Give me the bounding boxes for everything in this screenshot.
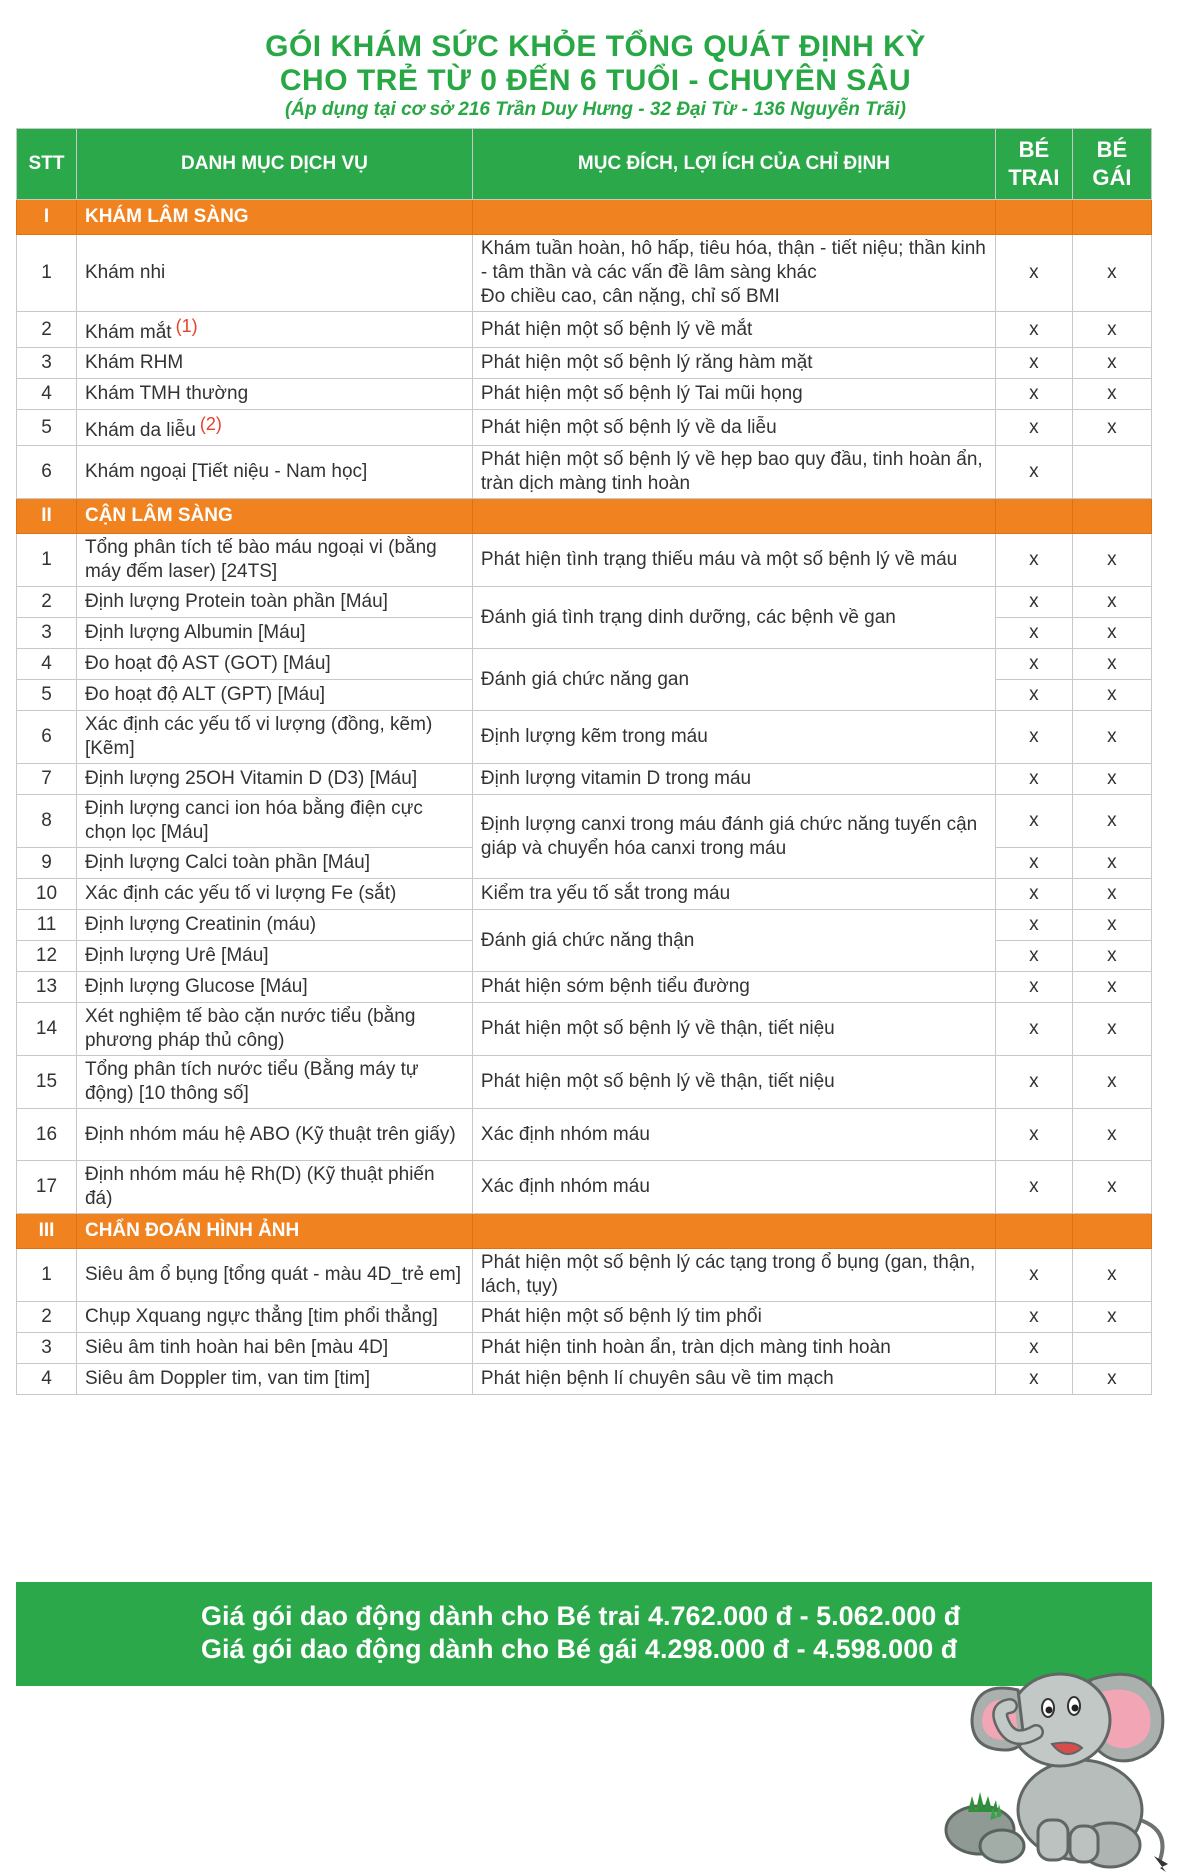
section-title: CHẨN ĐOÁN HÌNH ẢNH <box>76 1214 472 1249</box>
table-row: 3 Siêu âm tinh hoàn hai bên [màu 4D] Phát hiện tinh hoàn ẩn, tràn dịch màng tinh hoàn x <box>17 1333 1152 1364</box>
table-header-row <box>17 129 1152 200</box>
table-row: 10 Xác định các yếu tố vi lượng Fe (sắt) Kiểm tra yếu tố sắt trong máu x x <box>17 879 1152 910</box>
section-title: KHÁM LÂM SÀNG <box>76 200 472 235</box>
table-row: 13 Định lượng Glucose [Máu] Phát hiện sớm bệnh tiểu đường x x <box>17 972 1152 1003</box>
table-row: 14 Xét nghiệm tế bào cặn nước tiểu (bằng phương pháp thủ công) Phát hiện một số bệnh lý về thận, tiết niệu x x <box>17 1003 1152 1056</box>
header-boy: BÉ TRAI <box>996 129 1073 200</box>
table-row: 6 Khám ngoại [Tiết niệu - Nam học] Phát hiện một số bệnh lý về hẹp bao quy đầu, tinh hoàn ẩn, tràn dịch màng tinh hoàn x <box>17 446 1152 499</box>
table-row: 4 Siêu âm Doppler tim, van tim [tim] Phát hiện bệnh lí chuyên sâu về tim mạch x x <box>17 1364 1152 1395</box>
header-service: DANH MỤC DỊCH VỤ <box>76 129 472 200</box>
table-row: 2 Định lượng Protein toàn phần [Máu] Đánh giá tình trạng dinh dưỡng, các bệnh về gan x x <box>17 587 1152 618</box>
section-row <box>17 200 1152 235</box>
boy-price: Giá gói dao động dành cho Bé trai 4.762.000 đ - 5.062.000 đ <box>201 1601 961 1631</box>
table-row: 5 Đo hoạt độ ALT (GPT) [Máu] x x <box>17 680 1152 711</box>
footnote-marker: (2) <box>199 414 222 434</box>
footnote-marker: (1) <box>175 316 198 336</box>
table-row: 12 Định lượng Urê [Máu] x x <box>17 941 1152 972</box>
table-row: 2 Khám mắt $^{(1)}$ Phát hiện một số bệnh lý về mắt x x <box>17 312 1152 348</box>
table-row: 2 Chụp Xquang ngực thẳng [tim phổi thẳng] Phát hiện một số bệnh lý tim phổi x x <box>17 1302 1152 1333</box>
table-row: 4 Đo hoạt độ AST (GOT) [Máu] Đánh giá chức năng gan x x <box>17 649 1152 680</box>
table-row: 6 Xác định các yếu tố vi lượng (đồng, kẽm) [Kẽm] Định lượng kẽm trong máu x x <box>17 711 1152 764</box>
table-row: 15 Tổng phân tích nước tiểu (Bằng máy tự động) [10 thông số] Phát hiện một số bệnh lý về thận, tiết niệu x x <box>17 1056 1152 1109</box>
table-row: 17 Định nhóm máu hệ Rh(D) (Kỹ thuật phiến đá) Xác định nhóm máu x x <box>17 1161 1152 1214</box>
section-row <box>17 1214 1152 1249</box>
section-row <box>17 499 1152 534</box>
table-row: 5 Khám da liễu $^{(2)}$ Phát hiện một số bệnh lý về da liễu x x <box>17 410 1152 446</box>
title-line-2: CHO TRẺ TỪ 0 ĐẾN 6 TUỔI - CHUYÊN SÂU <box>279 64 912 97</box>
services-table <box>16 128 1152 1395</box>
header-purpose: MỤC ĐÍCH, LỢI ÍCH CỦA CHỈ ĐỊNH <box>472 129 995 200</box>
table-row: 1 Tổng phân tích tế bào máu ngoại vi (bằng máy đếm laser) [24TS] Phát hiện tình trạng thiếu máu và một số bệnh lý về máu x x <box>17 534 1152 587</box>
girl-price: Giá gói dao động dành cho Bé gái 4.298.000 đ - 4.598.000 đ <box>201 1634 958 1664</box>
section-id: I <box>17 200 77 235</box>
elephant-illustration <box>940 1620 1180 1872</box>
title-locations: (Áp dụng tại cơ sở 216 Trần Duy Hưng - 32 Đại Từ - 136 Nguyễn Trãi) <box>284 99 906 120</box>
table-row: 9 Định lượng Calci toàn phần [Máu] x x <box>17 848 1152 879</box>
title-line-1: GÓI KHÁM SỨC KHỎE TỔNG QUÁT ĐỊNH KỲ <box>265 30 926 63</box>
section-id: II <box>17 499 77 534</box>
section-id: III <box>17 1214 77 1249</box>
header-girl: BÉ GÁI <box>1072 129 1151 200</box>
page-header <box>0 30 1191 122</box>
table-row: 1 Siêu âm ổ bụng [tổng quát - màu 4D_trẻ em] Phát hiện một số bệnh lý các tạng trong ổ bụng (gan, thận, lách, tụy) x x <box>17 1249 1152 1302</box>
table-row: 11 Định lượng Creatinin (máu) Đánh giá chức năng thận x x <box>17 910 1152 941</box>
table-row: 3 Khám RHM Phát hiện một số bệnh lý răng hàm mặt x x <box>17 348 1152 379</box>
table-row: 16 Định nhóm máu hệ ABO (Kỹ thuật trên giấy) Xác định nhóm máu x x <box>17 1109 1152 1161</box>
table-row: 8 Định lượng canci ion hóa bằng điện cực chọn lọc [Máu] Định lượng canxi trong máu đánh giá chức năng tuyến cận giáp và chuyển hóa canxi trong máu x x <box>17 795 1152 848</box>
rock-icon <box>946 1806 1024 1862</box>
section-title: CẬN LÂM SÀNG <box>76 499 472 534</box>
table-row: 3 Định lượng Albumin [Máu] x x <box>17 618 1152 649</box>
table-row: 4 Khám TMH thường Phát hiện một số bệnh lý Tai mũi họng x x <box>17 379 1152 410</box>
header-stt: STT <box>17 129 77 200</box>
table-row: 1 Khám nhi Khám tuần hoàn, hô hấp, tiêu hóa, thận - tiết niệu; thần kinh - tâm thần và các vấn đề lâm sàng khác Đo chiều cao, cân nặng, chỉ số BMI x x <box>17 235 1152 312</box>
table-row: 7 Định lượng 25OH Vitamin D (D3) [Máu] Định lượng vitamin D trong máu x x <box>17 764 1152 795</box>
